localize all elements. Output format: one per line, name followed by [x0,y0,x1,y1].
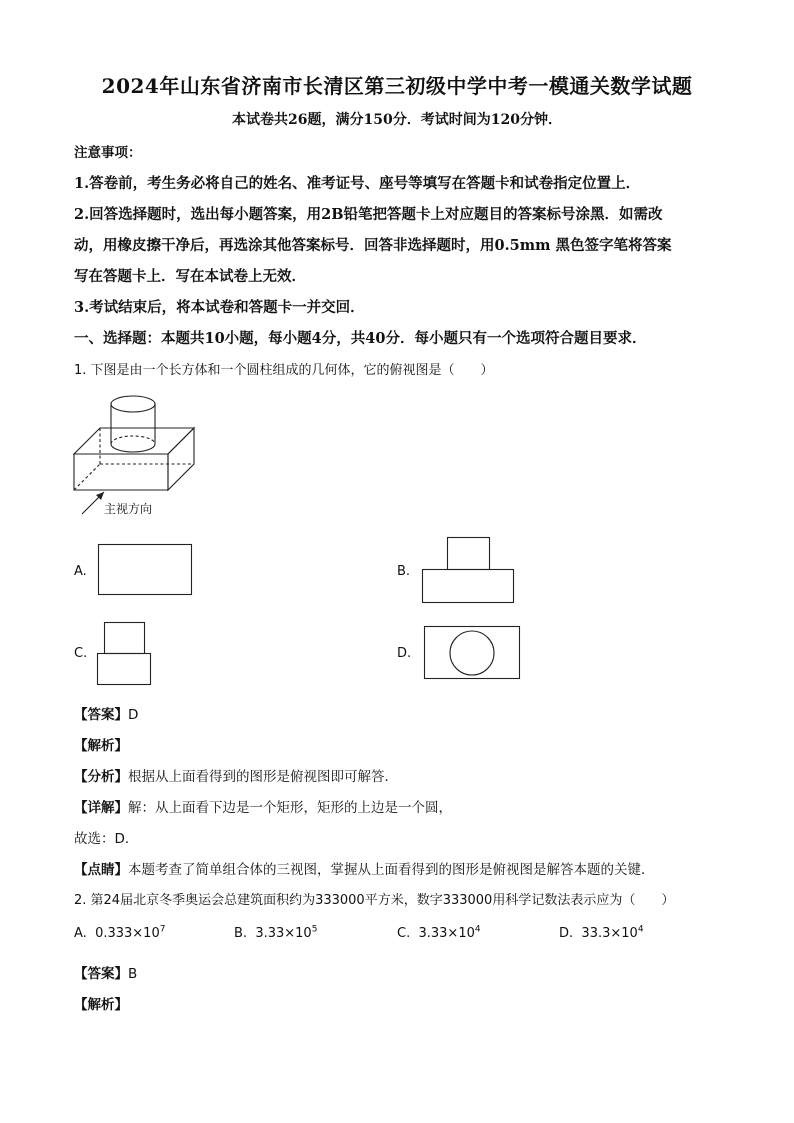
option-b-label: B. [397,564,411,579]
q2-option-d-mantissa: 33.3×10 [581,926,638,941]
q2-option-d-letter: D. [559,926,574,941]
comment-line [74,858,655,878]
page-title: 2024年山东省济南市长清区第三初级中学中考一模通关数学试题 [101,74,693,98]
notice-item-3: 3.考试结束后，将本试卷和答题卡一并交回． [74,299,365,316]
xiangjie-tag: 【详解】 [74,800,128,816]
notice-item-1: 1.答卷前，考生务必将自己的姓名、准考证号、座号等填写在答题卡和试卷指定位置上． [74,175,641,192]
xiangjie-text: 解：从上面看下边是一个矩形，矩形的上边是一个圆， [128,800,452,816]
analysis-tag: 【解析】 [74,738,128,754]
q2-option-a [74,926,165,941]
q2-option-c-letter: C. [397,926,411,941]
notice-item-2-line-2: 动，用橡皮擦干净后，再选涂其他答案标号．回答非选择题时，用0.5mm 黑色签字笔将答案 [74,237,672,254]
q2-option-d-exp: 4 [637,924,644,935]
q2-analysis-tag: 【解析】 [74,997,128,1013]
section-heading: 一、选择题：本题共10小题，每小题4分，共40分．每小题只有一个选项符合题目要求． [74,330,647,347]
q2-option-b [234,926,317,941]
q2-option-a-mantissa: 0.333×10 [95,926,160,941]
option-c-figure [97,622,153,686]
q2-answer-tag: 【答案】 [74,966,128,982]
question-1-stem: 1. 下图是由一个长方体和一个圆柱组成的几何体，它的俯视图是（ ） [74,363,494,378]
q2-option-c-exp: 4 [474,924,481,935]
q2-answer-line [74,962,137,982]
option-d-figure [424,626,522,680]
answer-line [74,703,138,723]
q2-answer-value: B [128,966,138,982]
question-1-solid-figure [60,388,210,518]
q2-option-c [397,926,481,941]
q2-option-b-letter: B. [234,926,248,941]
option-c-label: C. [74,646,88,661]
question-2-stem: 2. 第24届北京冬季奥运会总建筑面积约为333000平方米，数字333000用科学记数法表示应为（ ） [74,893,675,908]
choice-line: 故选：D． [74,831,139,847]
detail-line [74,796,452,816]
notice-item-2-line-3: 写在答题卡上．写在本试卷上无效． [74,268,306,285]
view-direction-label: 主视方向 [104,502,153,516]
q2-option-d [559,926,644,941]
option-a-label: A. [74,564,87,579]
notice-item-2-line-1: 2.回答选择题时，选出每小题答案，用2B铅笔把答题卡上对应题目的答案标号涂黑．如需改 [74,206,663,223]
dianjing-tag: 【点睛】 [74,862,128,878]
analysis-line [74,765,398,785]
q2-option-a-exp: 7 [159,924,166,935]
dianjing-text: 本题考查了简单组合体的三视图，掌握从上面看得到的图形是俯视图是解答本题的关键． [128,862,655,878]
notice-heading: 注意事项： [74,145,142,161]
exam-subtitle: 本试卷共26题，满分150分．考试时间为120分钟． [232,112,562,128]
q2-option-a-letter: A. [74,926,87,941]
option-a-figure [98,544,192,596]
answer-tag: 【答案】 [74,707,128,723]
fenxi-tag: 【分析】 [74,769,128,785]
answer-value: D [128,707,139,723]
q2-option-c-mantissa: 3.33×10 [418,926,475,941]
option-b-figure [422,537,516,604]
fenxi-text: 根据从上面看得到的图形是俯视图即可解答． [128,769,398,785]
option-d-label: D. [397,646,412,661]
q2-option-b-exp: 5 [311,924,318,935]
q2-option-b-mantissa: 3.33×10 [255,926,312,941]
